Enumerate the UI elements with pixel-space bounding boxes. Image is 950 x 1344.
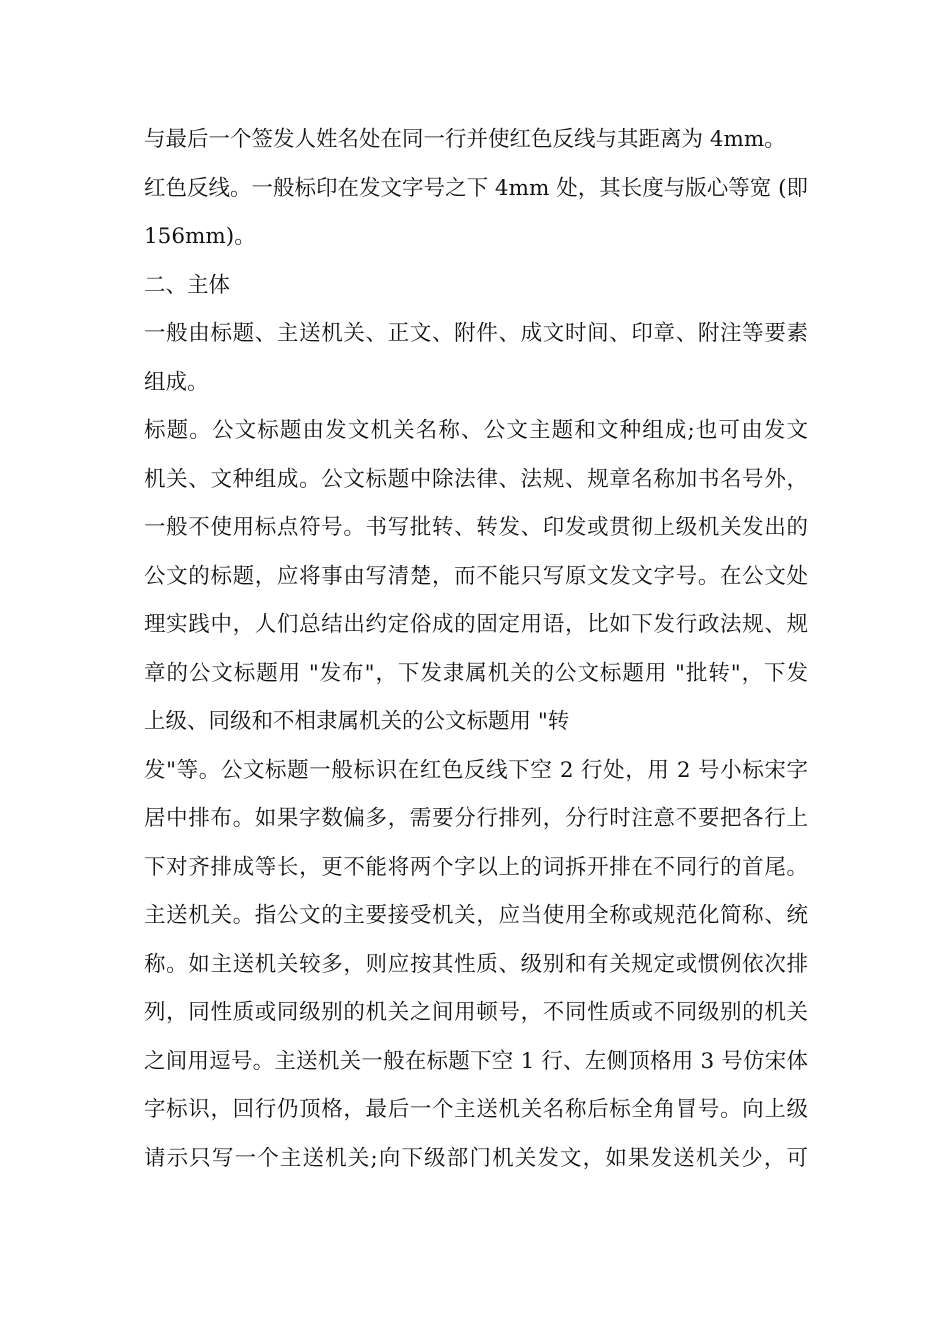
text-line-6: 组成。 [144,369,209,395]
text-line-9: 一般不使用标点符号。书写批转、转发、印发或贯彻上级机关发出的 [144,515,808,540]
text-line-3: 156mm)。 [144,224,256,249]
text-line-22: 请示只写一个主送机关;向下级部门机关发文，如果发送机关少，可 [144,1145,808,1171]
text-line-20: 之间用逗号。主送机关一般在标题下空 1 行、左侧顶格用 3 号仿宋体 [144,1048,808,1074]
text-line-8: 机关、文种组成。公文标题中除法律、法规、规章名称加书名号外， [144,466,808,492]
document-page [144,116,808,1183]
text-line-1: 与最后一个签发人姓名处在同一行并使红色反线与其距离为 4mm。 [144,127,786,152]
text-line-10: 公文的标题，应将事由写清楚，而不能只写原文发文字号。在公文处 [144,563,808,589]
text-line-12: 章的公文标题用 "发布"，下发隶属机关的公文标题用 "批转"，下发 [144,660,808,686]
text-line-11: 理实践中，人们总结出约定俗成的固定用语，比如下发行政法规、规 [144,612,808,637]
text-line-16: 下对齐排成等长，更不能将两个字以上的词拆开排在不同行的首尾。 [144,854,808,880]
text-line-18: 称。如主送机关较多，则应按其性质、级别和有关规定或惯例依次排 [144,951,808,977]
text-line-2: 红色反线。一般标印在发文字号之下 4mm 处，其长度与版心等宽 (即 [144,175,808,201]
text-line-7: 标题。公文标题由发文机关名称、公文主题和文种组成;也可由发文 [144,418,808,443]
section-heading-main-body: 二、主体 [144,272,231,298]
text-line-19: 列，同性质或同级别的机关之间用顿号，不同性质或不同级别的机关 [144,1000,808,1025]
text-line-21: 字标识，回行仍顶格，最后一个主送机关名称后标全角冒号。向上级 [144,1097,808,1122]
text-line-5: 一般由标题、主送机关、正文、附件、成文时间、印章、附注等要素 [144,321,808,346]
text-line-13: 上级、同级和不相隶属机关的公文标题用 "转 [144,709,570,734]
text-line-15: 居中排布。如果字数偏多，需要分行排列，分行时注意不要把各行上 [144,806,808,831]
text-line-14: 发"等。公文标题一般标识在红色反线下空 2 行处，用 2 号小标宋字 [144,757,808,783]
text-line-17: 主送机关。指公文的主要接受机关，应当使用全称或规范化简称、统 [144,903,808,928]
